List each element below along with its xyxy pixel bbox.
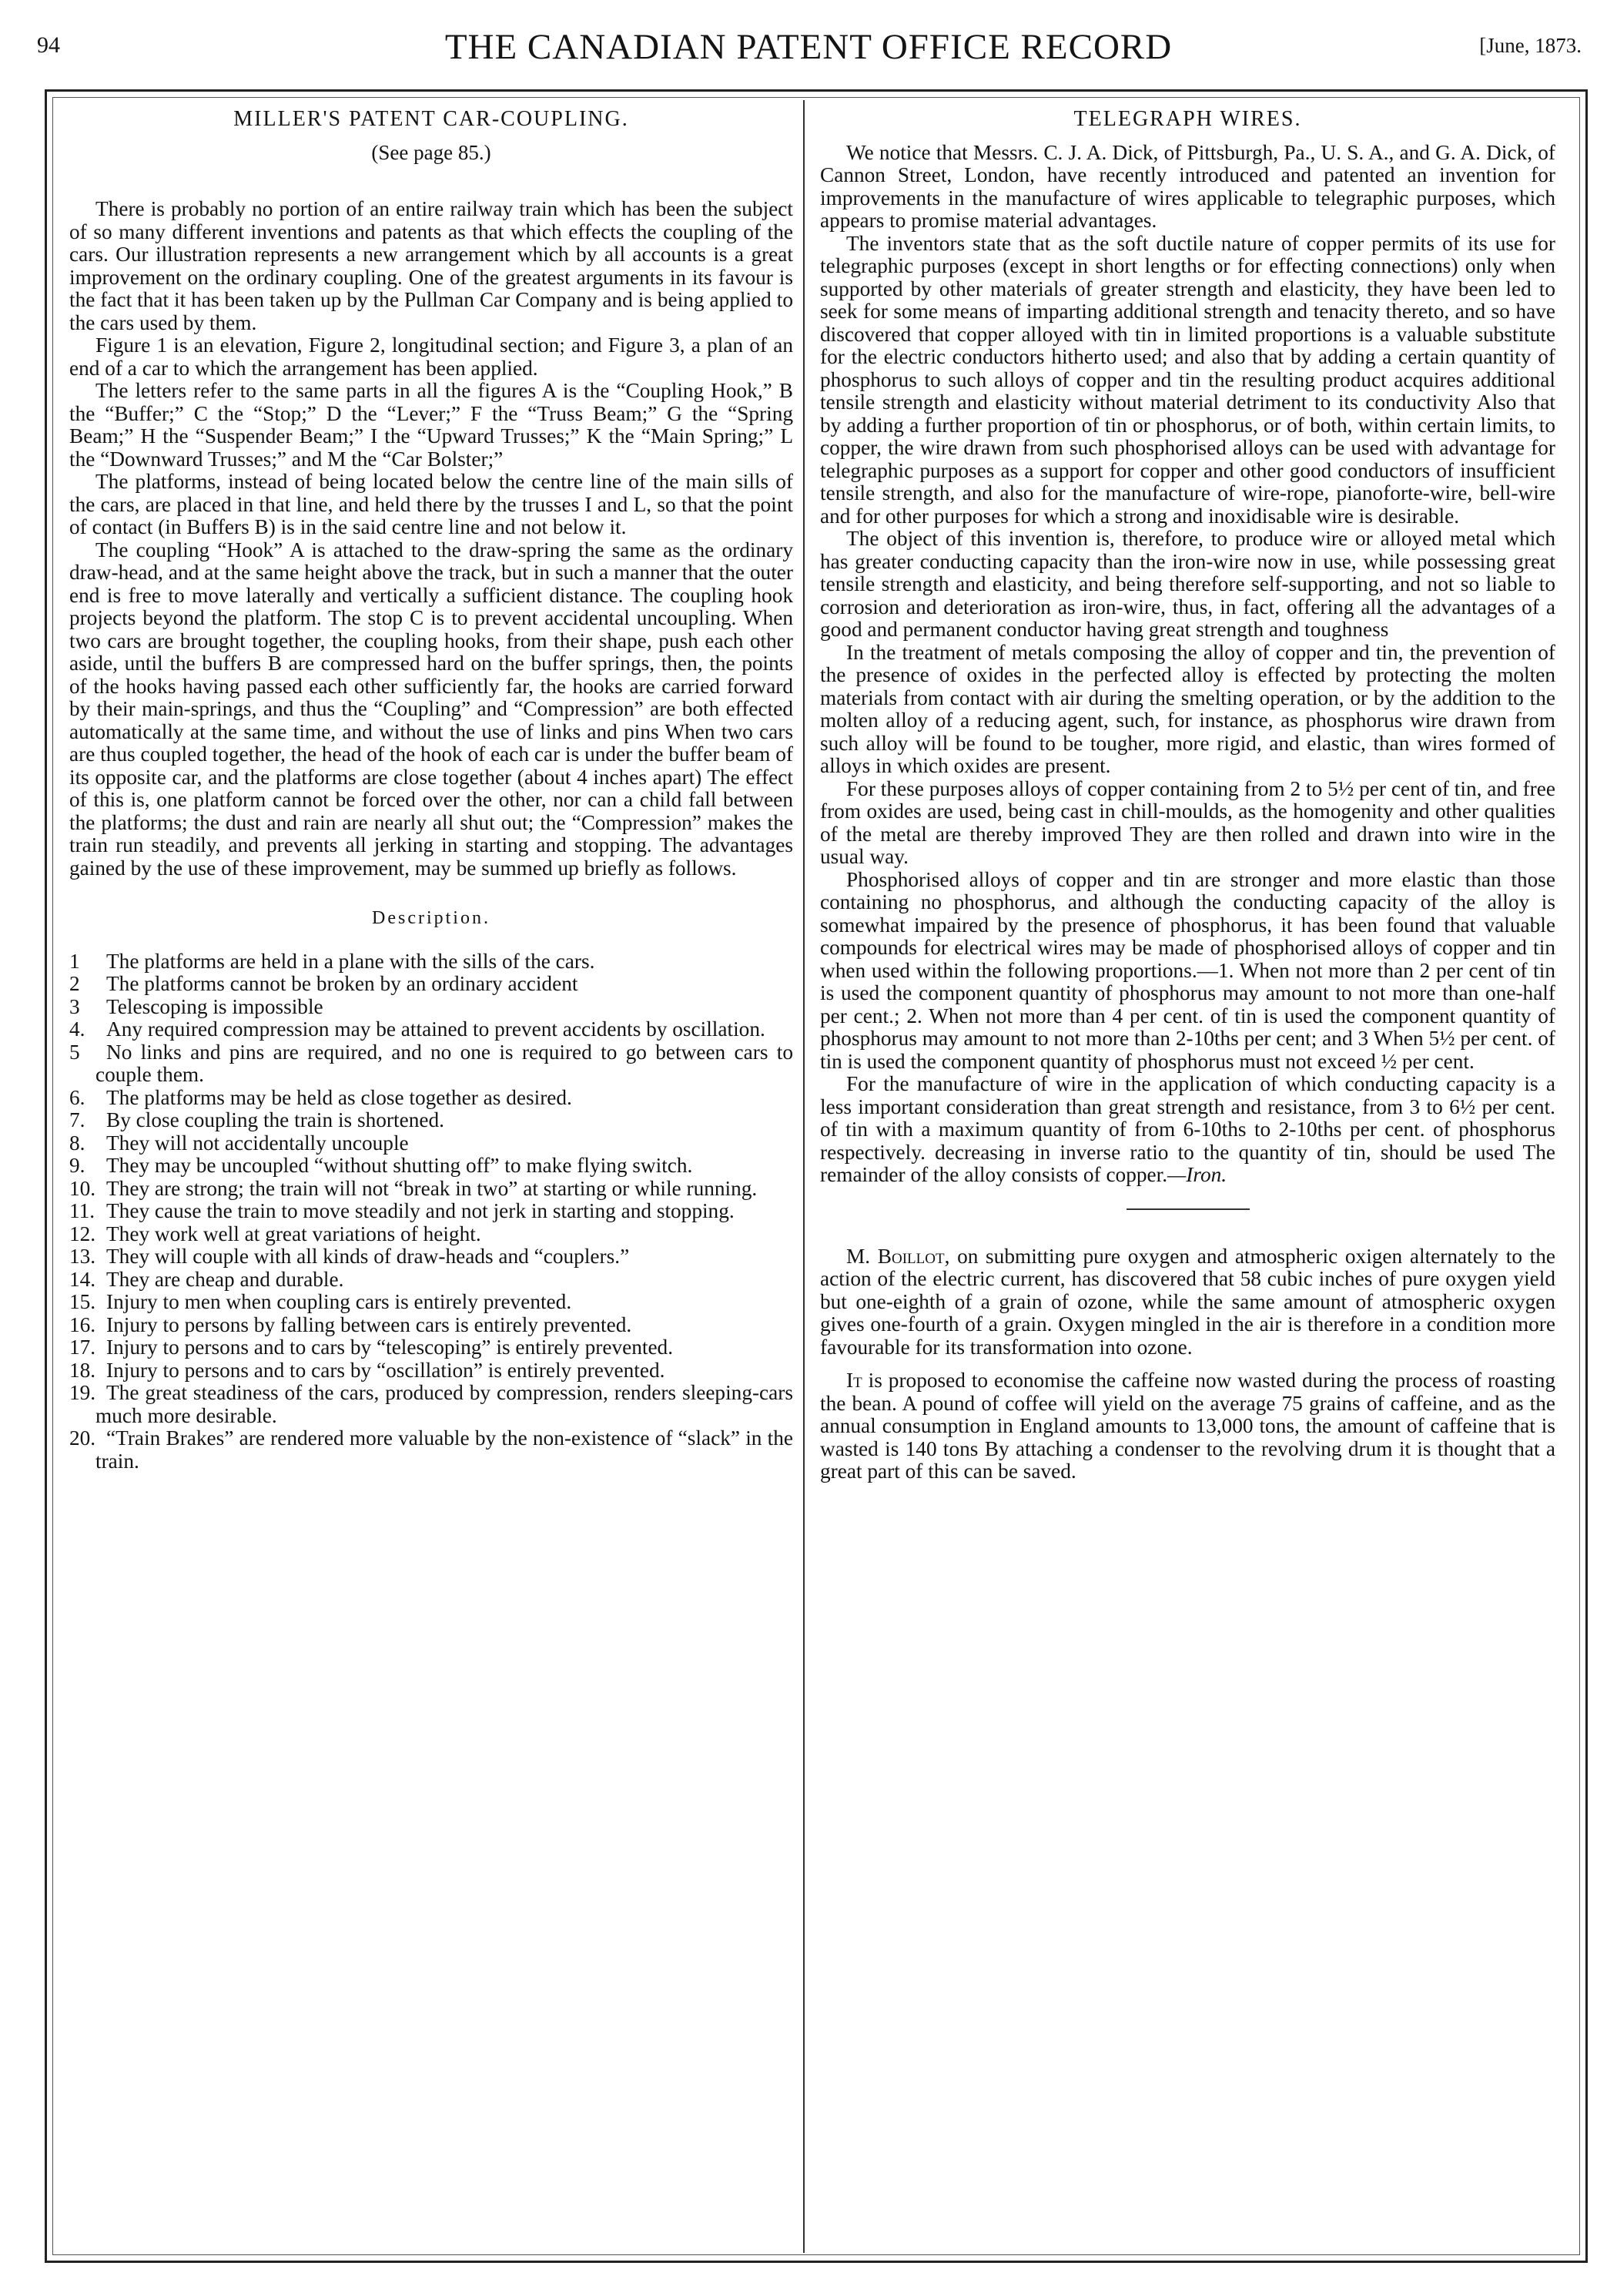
- list-item: [69, 1336, 793, 1359]
- ozone-paragraph: [820, 1245, 1555, 1359]
- list-item: [69, 950, 793, 974]
- article-subtitle: (See page 85.): [371, 140, 491, 164]
- paragraph: The coupling “Hook” A is attached to the draw-spring the same as the ordinary draw-head, and at the same height above the track, but in such a manner that the outer end is free to move laterally and vertically a sufficient distance. The coupling hook projects beyond the platform. The stop C is to prevent accidental uncoupling. When two cars are brought together, the coupling hooks, from their shape, push each other aside, until the buffers B are compressed hard on the buffer springs, then, the points of the hooks having passed each other sufficiently far, the hooks are carried forward by their main-springs, and thus the “Coupling” and “Compression” are both effected automatically at the same time, and without the use of links and pins When two cars are thus coupled together, the head of the hook of each car is under the buffer beam of its opposite car, and the platforms are close together (about 4 inches apart) The effect of this is, one platform cannot be forced over the other, nor can a child fall between the platforms; the dust and rain are nearly all shut out; the “Compression” makes the train run steadily, and prevents all jerking in starting and stopping. The advantages gained by the use of these improvement, may be summed up briefly as follows.: [69, 538, 793, 880]
- list-item: [69, 1132, 793, 1155]
- list-item-text: Injury to persons by falling between cars is entirely prevented.: [106, 1312, 632, 1336]
- list-item-text: They work well at great variations of height.: [106, 1222, 481, 1245]
- list-item-number: 9.: [69, 1154, 85, 1177]
- list-item-number: 12.: [69, 1222, 96, 1245]
- paragraph: Phosphorised alloys of copper and tin are stronger and more elastic than those containing no phosphorus, and although the conducting capacity of the alloy is somewhat impaired by the presence of phosphorus, it has been found that valuable compounds for electrical wires may be made of phosphorised alloys of copper and tin when used within the following proportions.—1. When not more than 2 per cent of tin is used the component quantity of phosphorus may amount to not more than one-half per cent.; 2. When not more than 4 per cent. of tin is used the component quantity of phosphorus may amount to not more than 2-10ths per cent; and 3 When 5½ per cent. of tin is used the component quantity of phosphorus must not exceed ½ per cent.: [820, 867, 1555, 1073]
- list-item-text: They will not accidentally uncouple: [106, 1131, 409, 1155]
- list-item-text: No links and pins are required, and no one is required to go between cars to couple them.: [95, 1040, 793, 1086]
- list-item-number: 1: [69, 949, 80, 973]
- list-item: [69, 1245, 793, 1269]
- paragraph: Figure 1 is an elevation, Figure 2, longitudinal section; and Figure 3, a plan of an end of a car to which the arrangement has been applied.: [69, 334, 793, 380]
- list-item-text: They cause the train to move steadily and not jerk in starting and stopping.: [106, 1199, 735, 1222]
- list-item-number: 6.: [69, 1085, 85, 1109]
- list-item-number: 8.: [69, 1131, 85, 1155]
- list-item-text: Any required compression may be attained to prevent accidents by oscillation.: [106, 1017, 765, 1041]
- paragraph: The platforms, instead of being located below the centre line of the main sills of the cars, are placed in that line, and held there by the trusses I and L, so that the point of contact (in Buffers B) is in the said centre line and not below it.: [69, 470, 793, 538]
- list-item: [69, 1382, 793, 1427]
- left-column: [69, 108, 793, 1473]
- paragraph-text: on submitting pure oxygen and atmospheric oxigen alternately to the action of the electric current, has discovered that 58 cubic inches of pure oxygen yield but one-eighth of a grain of ozone, while the same amount of atmospheric oxygen gives one-fourth of a grain. Oxygen mingled in the air is therefore in a condition more favourable for its transformation into ozone.: [820, 1244, 1555, 1359]
- list-item: [69, 1041, 793, 1087]
- page-header: [31, 26, 1586, 72]
- list-item-number: 3: [69, 994, 80, 1018]
- list-item: [69, 1427, 793, 1473]
- article-divider: [1127, 1208, 1250, 1210]
- list-item-number: 4.: [69, 1017, 85, 1041]
- list-item-text: The platforms are held in a plane with the sills of the cars.: [106, 949, 595, 973]
- list-item-number: 7.: [69, 1108, 85, 1131]
- source-credit: —Iron.: [1167, 1163, 1227, 1186]
- list-item-number: 18.: [69, 1358, 96, 1382]
- list-item-text: “Train Brakes” are rendered more valuable by the non-existence of “slack” in the train.: [95, 1426, 793, 1473]
- list-item-text: Injury to men when coupling cars is entirely prevented.: [106, 1290, 572, 1313]
- list-item-text: The great steadiness of the cars, produced by compression, renders sleeping-cars much more desirable.: [95, 1381, 793, 1427]
- right-column: [820, 108, 1555, 1483]
- list-item-text: They will couple with all kinds of draw-heads and “couplers.”: [106, 1245, 630, 1268]
- list-item-text: The platforms cannot be broken by an ordinary accident: [106, 972, 578, 995]
- caffeine-paragraph: [820, 1369, 1555, 1483]
- article-title-telegraph-wires: TELEGRAPH WIRES.: [1073, 107, 1302, 131]
- list-item-number: 5: [69, 1040, 80, 1064]
- list-item: [69, 1223, 793, 1246]
- paragraph: In the treatment of metals composing the alloy of copper and tin, the prevention of the presence of oxides in the perfected alloy is effected by protecting the molten materials from contact with air during the smelting operation, or by the addition to the molten alloy of a reducing agent, such, for instance, as phosphorus wire drawn from such alloy will be found to be tougher, more rigid, and elastic, than wires formed of alloys in which oxides are present.: [820, 640, 1555, 777]
- paragraph: The object of this invention is, therefore, to produce wire or alloyed metal which has greater conducting capacity than the iron-wire now in use, while possessing great tensile strength and elasticity, and being therefore self-supporting, and not so liable to corrosion and deterioration as iron-wire, thus, in fact, offering all the advantages of a good and permanent conductor having great strength and toughness: [820, 527, 1555, 641]
- paragraph-lead: M. Boillot,: [846, 1244, 950, 1268]
- paragraph-text: is proposed to economise the caffeine now wasted during the process of roasting the bean. A pound of coffee will yield on the average 75 grains of caffeine, and as the annual consumption in England amounts to 13,000 tons, the amount of caffeine that is wasted is 140 tons By attaching a condenser to the revolving drum it is thought that a great part of this can be saved.: [820, 1369, 1555, 1483]
- publication-title: THE CANADIAN PATENT OFFICE RECORD: [444, 27, 1173, 67]
- list-item-number: 16.: [69, 1312, 96, 1336]
- list-item: [69, 1314, 793, 1337]
- list-item: [69, 1200, 793, 1223]
- list-item: [69, 1109, 793, 1132]
- paragraph: For these purposes alloys of copper containing from 2 to 5½ per cent of tin, and free from oxides are used, being cast in chill-moulds, as the homogenity and other qualities of the metal are thereby improved They are then rolled and drawn into wire in the usual way.: [820, 776, 1555, 868]
- list-item-number: 14.: [69, 1267, 96, 1291]
- list-item-number: 17.: [69, 1336, 96, 1359]
- list-item-number: 19.: [69, 1381, 96, 1404]
- list-item-text: Injury to persons and to cars by “oscillation” is entirely prevented.: [106, 1358, 665, 1382]
- list-item-text: They are strong; the train will not “break in two” at starting or while running.: [106, 1176, 758, 1200]
- list-item-text: By close coupling the train is shortened.: [106, 1108, 444, 1131]
- list-item-text: Telescoping is impossible: [106, 994, 323, 1018]
- issue-date: [June, 1873.: [1479, 34, 1582, 57]
- list-item: [69, 1269, 793, 1292]
- column-rule: [803, 100, 805, 2253]
- paragraph: We notice that Messrs. C. J. A. Dick, of Pittsburgh, Pa., U. S. A., and G. A. Dick, of Cannon Street, London, have recently introduced and patented an invention for improvements in the manufacture of wires applicable to telegraphic purposes, which appears to promise material advantages.: [820, 140, 1555, 232]
- list-item: [69, 1178, 793, 1201]
- list-item: [69, 1018, 793, 1041]
- list-item-number: 13.: [69, 1245, 96, 1268]
- page-number: 94: [37, 32, 60, 58]
- paragraph-lead: It: [846, 1369, 862, 1392]
- description-list: [69, 950, 793, 1473]
- paragraph: There is probably no portion of an entire railway train which has been the subject of so many different inventions and patents as that which effects the coupling of the cars. Our illustration represents a new arrangement which by all accounts is a great improvement on the ordinary coupling. One of the greatest arguments in its favour is the fact that it has been taken up by the Pullman Car Company and is being applied to the cars used by them.: [69, 197, 793, 334]
- article-title-car-coupling: MILLER'S PATENT CAR-COUPLING.: [233, 107, 629, 131]
- list-item: [69, 1087, 793, 1110]
- list-item-text: They are cheap and durable.: [106, 1267, 344, 1291]
- paragraph: [820, 1073, 1555, 1187]
- list-item-number: 2: [69, 972, 80, 995]
- list-item: [69, 1291, 793, 1314]
- list-item: [69, 973, 793, 996]
- list-item-text: The platforms may be held as close together as desired.: [106, 1085, 572, 1109]
- description-heading: Description.: [372, 908, 490, 928]
- list-item-text: They may be uncoupled “without shutting off” to make flying switch.: [106, 1154, 693, 1177]
- paragraph-text: For the manufacture of wire in the application of which conducting capacity is a less important consideration than great strength and resistance, from 3 to 6½ per cent. of tin with a maximum quantity of from 6-10ths to 2-10ths per cent. of phosphorus respectively. decreasing in inverse ratio to the quantity of tin, should be used The remainder of the alloy consists of copper.: [820, 1072, 1555, 1186]
- list-item-number: 10.: [69, 1176, 96, 1200]
- list-item: [69, 996, 793, 1019]
- list-item-number: 20.: [69, 1426, 96, 1450]
- paragraph: The inventors state that as the soft ductile nature of copper permits of its use for telegraphic purposes (except in short lengths or for effecting connections) only when supported by other materials of greater strength and elasticity, they have been led to seek for some means of imparting additional strength and tenacity thereto, and so have discovered that copper alloyed with tin in limited proportions is a valuable substitute for the electric conductors hitherto used; and also that by adding a certain quantity of phosphorus to such alloys of copper and tin the resulting product acquires additional tensile strength and elasticity without material detriment to its conductivity Also that by adding a further proportion of tin or phosphorus, or of both, within certain limits, to copper, the wire drawn from such phosphorised alloys can be used with advantage for telegraphic purposes as a support for copper and other good conductors of insufficient tensile strength, and also for the manufacture of wire-rope, pianoforte-wire, bell-wire and for other purposes for which a strong and inoxidisable wire is desirable.: [820, 231, 1555, 528]
- list-item: [69, 1155, 793, 1178]
- list-item-text: Injury to persons and to cars by “telescoping” is entirely prevented.: [106, 1336, 674, 1359]
- list-item-number: 15.: [69, 1290, 96, 1313]
- list-item-number: 11.: [69, 1199, 95, 1222]
- paragraph: The letters refer to the same parts in all the figures A is the “Coupling Hook,” B the “Buffer;” C the “Stop;” D the “Lever;” F the “Truss Beam;” G the “Spring Beam;” H the “Suspender Beam;” I the “Upward Trusses;” K the “Main Spring;” L the “Downward Trusses;” and M the “Car Bolster;”: [69, 379, 793, 471]
- list-item: [69, 1359, 793, 1383]
